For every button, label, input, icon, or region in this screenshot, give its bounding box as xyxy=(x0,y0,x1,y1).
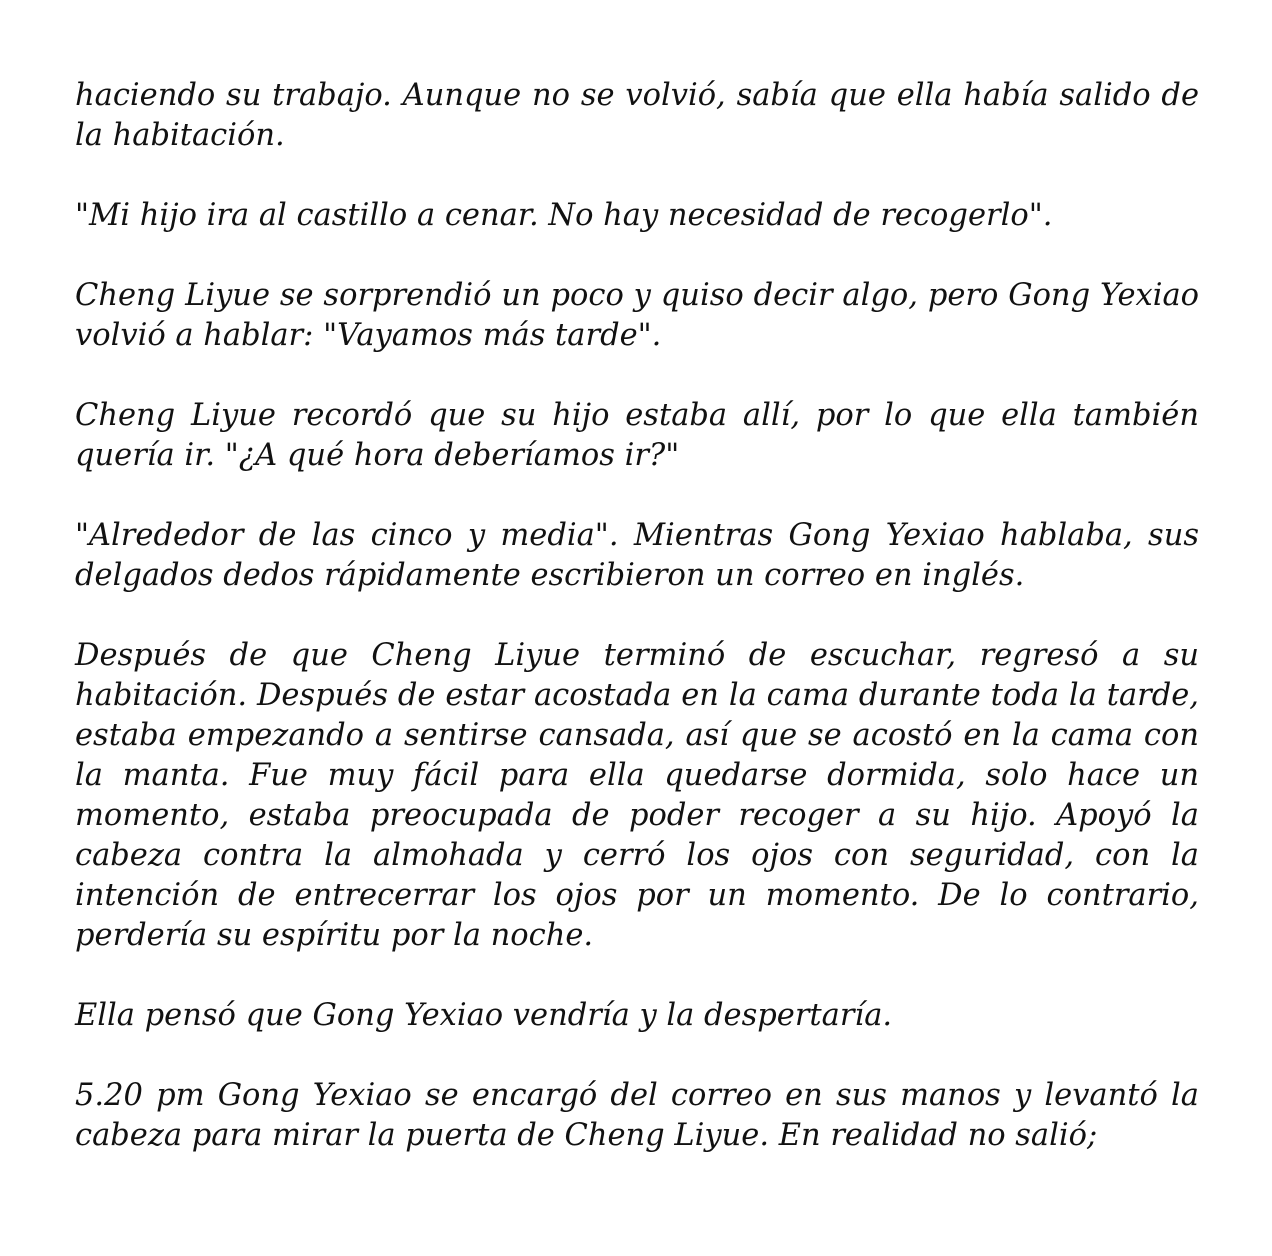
paragraph-3: Cheng Liyue se sorprendió un poco y quiso decir algo, pero Gong Yexiao volvió a hablar: "Vayamos más tarde". xyxy=(75,278,1199,353)
paragraph-4: Cheng Liyue recordó que su hijo estaba allí, por lo que ella también quería ir. "¿A qué hora deberíamos ir?" xyxy=(75,398,1199,473)
paragraph-1: haciendo su trabajo. Aunque no se volvió, sabía que ella había salido de la habitación. xyxy=(75,78,1199,153)
paragraph-7: Ella pensó que Gong Yexiao vendría y la despertaría. xyxy=(75,998,893,1033)
paragraph-8: 5.20 pm Gong Yexiao se encargó del correo en sus manos y levantó la cabeza para mirar la puerta de Cheng Liyue. En realidad no salió; xyxy=(75,1078,1199,1153)
paragraph-6: Después de que Cheng Liyue terminó de escuchar, regresó a su habitación. Después de estar acostada en la cama durante toda la tarde, estaba empezando a sentirse cansada, así que se acostó en la cama con la manta. Fue muy fácil para ella quedarse dormida, solo hace un momento, estaba preocupada de poder recoger a su hijo. Apoyó la cabeza contra la almohada y cerró los ojos con seguridad, con la intención de entrecerrar los ojos por un momento. De lo contrario, perdería su espíritu por la noche. xyxy=(75,638,1199,953)
paragraph-5: "Alrededor de las cinco y media". Mientras Gong Yexiao hablaba, sus delgados dedos rápidamente escribieron un correo en inglés. xyxy=(75,518,1199,593)
document-page xyxy=(75,76,1199,1156)
paragraph-2: "Mi hijo ira al castillo a cenar. No hay necesidad de recogerlo". xyxy=(75,198,1053,233)
